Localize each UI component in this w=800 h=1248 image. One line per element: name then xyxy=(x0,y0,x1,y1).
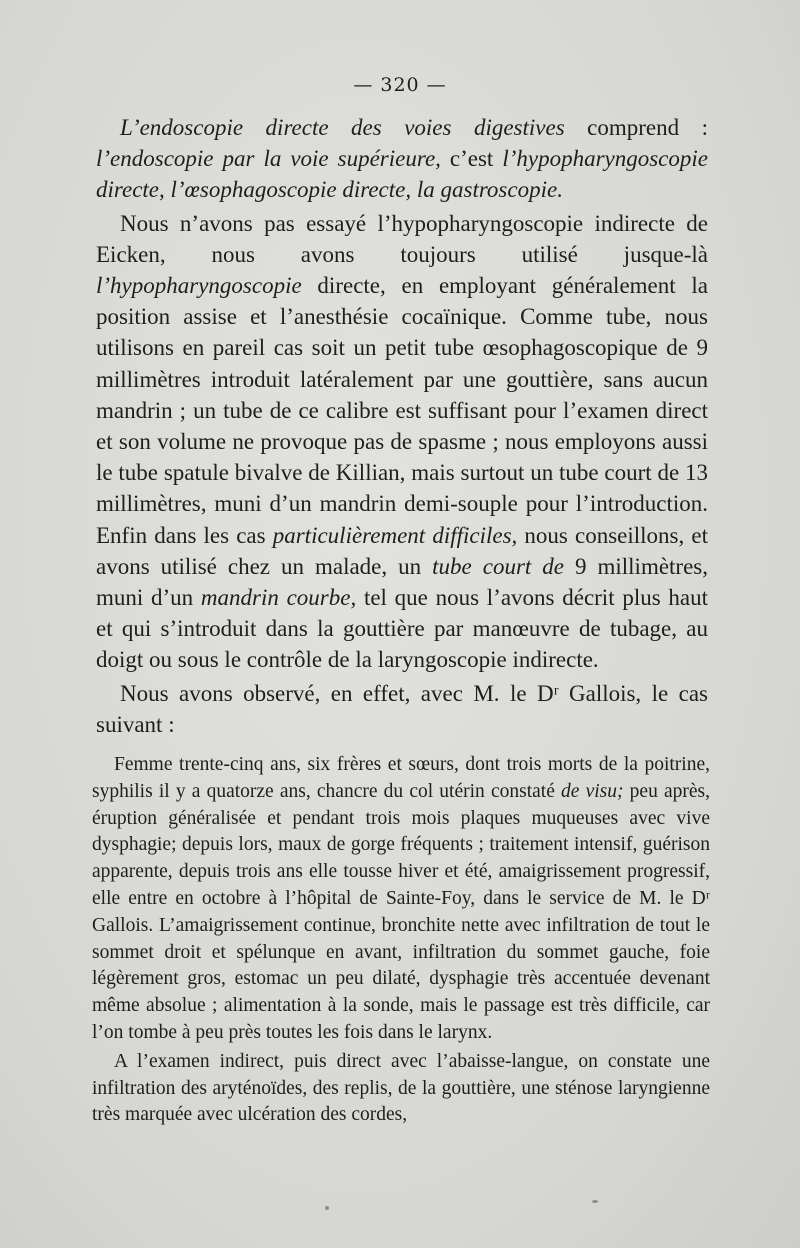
text-span: l’hypopharyngoscopie xyxy=(96,273,302,299)
text-span: de visu; xyxy=(561,780,624,802)
text-span: L’endoscopie directe des voies digestives xyxy=(120,115,565,140)
paper-speck xyxy=(325,1206,329,1210)
text-span: peu après, éruption généralisée et pendant trois mois plaques muqueuses avec vive dysphagie; depuis lors, maux de gorge fréquents ; traitement intensif, guérison apparente, depuis trois ans elle tousse hiver et été, amaigrissement progressif, elle entre en octobre à l’hôpital de Sainte-Foy, dans le service de M. le Dʳ Gallois. L’amaigrissement continue, bronchite nette avec infiltration de tout le sommet droit et spélunque en avant, infiltration du sommet gauche, foie légèrement gros, estomac un peu dilaté, dysphagie très accentuée devenant même absolue ; alimentation à la sonde, mais le passage est très difficile, car l’on tombe à peu près toutes les fois dans le larynx. xyxy=(92,780,710,1043)
case-report xyxy=(92,752,710,1129)
text-span: Femme trente-cinq ans, six frères et sœurs, dont trois morts de la poitrine, syphilis il y a quatorze ans, chancre du col utérin constaté xyxy=(92,754,710,802)
page-number: — 320 — xyxy=(353,74,447,96)
text-span: c’est xyxy=(440,146,503,172)
case-paragraph-exam xyxy=(92,1049,710,1129)
text-span: tube court de xyxy=(432,553,564,579)
text-span: particulièrement difficiles, xyxy=(272,522,518,548)
text-span: tel que nous l’avons décrit plus haut et qui s’introduit dans la gouttière par manœuvre de tubage, au doigt ou sous le contrôle de la laryngoscopie indirecte. xyxy=(96,585,708,673)
paragraph-technique xyxy=(96,208,708,676)
text-span: mandrin courbe, xyxy=(200,585,357,611)
text-span: l’endoscopie par la voie supérieure, xyxy=(96,146,441,172)
text-span: Nous n’avons pas essayé l’hypopharyngoscopie indirecte de Eicken, nous avons toujours utilisé jusque-là xyxy=(96,210,708,267)
case-paragraph-history xyxy=(92,752,710,1047)
paragraph-intro xyxy=(96,112,708,206)
text-span: 9 millimètres, muni d’un xyxy=(96,553,708,611)
paragraph-case-intro xyxy=(96,678,708,740)
text-span: directe, en employant généralement la position assise et l’anesthésie cocaïnique. Comme tube, nous utilisons en pareil cas soit un petit tube œsophagoscopique de 9 millimètres introduit latéralement par une gouttière, sans aucun mandrin ; un tube de ce calibre est suffisant pour l’examen direct et son volume ne provoque pas de spasme ; nous employons aussi le tube spatule bivalve de Killian, mais surtout un tube court de 13 millimètres, muni d’un mandrin demi-souple pour l’introduction. Enfin dans les cas xyxy=(96,273,708,548)
text-span: Nous avons observé, en effet, avec M. le Dʳ Gallois, le cas suivant : xyxy=(96,680,708,737)
text-span: l’hypopharyngoscopie directe, l’œsophagoscopie directe, la gastroscopie. xyxy=(96,146,708,203)
text-span: A l’examen indirect, puis direct avec l’abaisse-langue, on constate une infiltration des aryténoïdes, des replis, de la gouttière, une sténose laryngienne très marquée avec ulcération des cordes, xyxy=(92,1050,710,1126)
main-text xyxy=(96,112,708,740)
text-span: nous conseillons, et avons utilisé chez un malade, un xyxy=(96,522,708,579)
text-span: comprend : xyxy=(564,115,708,140)
paper-speck xyxy=(592,1200,598,1203)
